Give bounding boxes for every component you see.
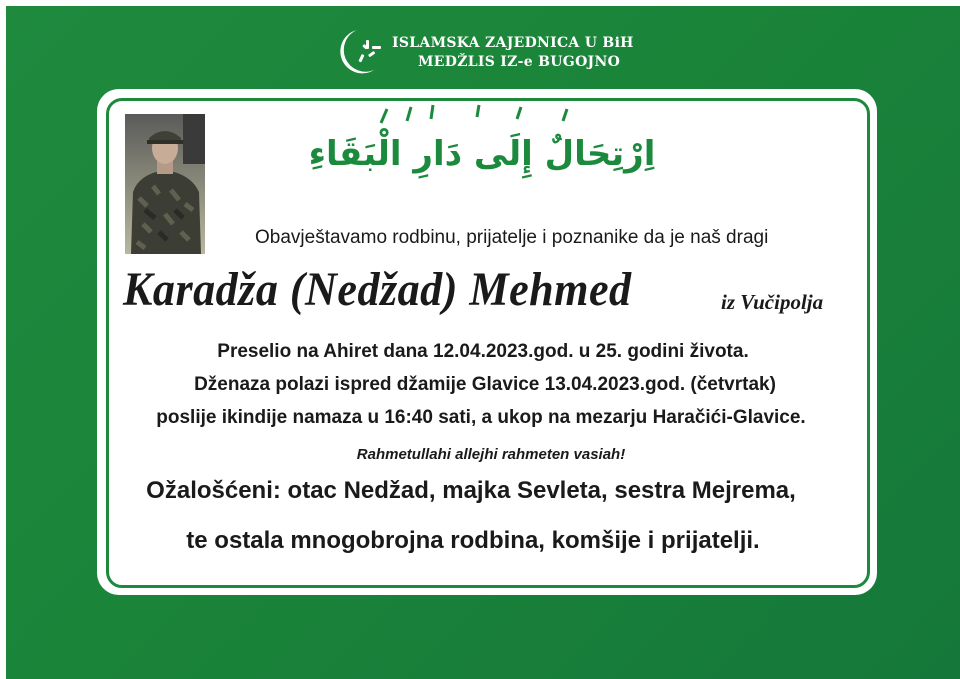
header-title: ISLAMSKA ZAJEDNICA U BiH [392, 35, 634, 51]
funeral-info-text: Dženaza polazi ispred džamije Glavice 13.04.2023.god. (četvrtak) [194, 374, 776, 395]
intro-text: Obavještavamo rodbinu, prijatelje i poznanike da je naš dragi [255, 227, 769, 248]
header-subtitle: MEDŽLIS IZ-e BUGOJNO [418, 54, 621, 70]
deceased-photo [125, 114, 205, 254]
mourners-text-1: Ožalošćeni: otac Nedžad, majka Sevleta, sestra Mejrema, [146, 477, 796, 504]
deceased-origin: iz Vučipolja [721, 290, 824, 314]
crescent-star-icon [330, 26, 386, 78]
death-date-text: Preselio na Ahiret dana 12.04.2023.god. u 25. godini života. [217, 341, 749, 362]
notice-card [97, 89, 877, 595]
svg-text:اِرْتِحَالٌ إِلَى دَارِ الْبَق: اِرْتِحَالٌ إِلَى دَارِ الْبَقَاءِ [308, 134, 656, 174]
deceased-name: Karadža (Nedžad) Mehmed [123, 263, 632, 316]
arabic-calligraphy [308, 103, 656, 193]
organization-header [330, 24, 660, 80]
name-row [123, 262, 824, 317]
burial-info-text: poslije ikindije namaza u 16:40 sati, a ukop na mezarju Haračići-Glavice. [156, 407, 806, 428]
mourners-text-2: te ostala mnogobrojna rodbina, komšije i prijatelji. [186, 527, 760, 554]
prayer-text: Rahmetullahi allejhi rahmeten vasiah! [356, 446, 626, 463]
